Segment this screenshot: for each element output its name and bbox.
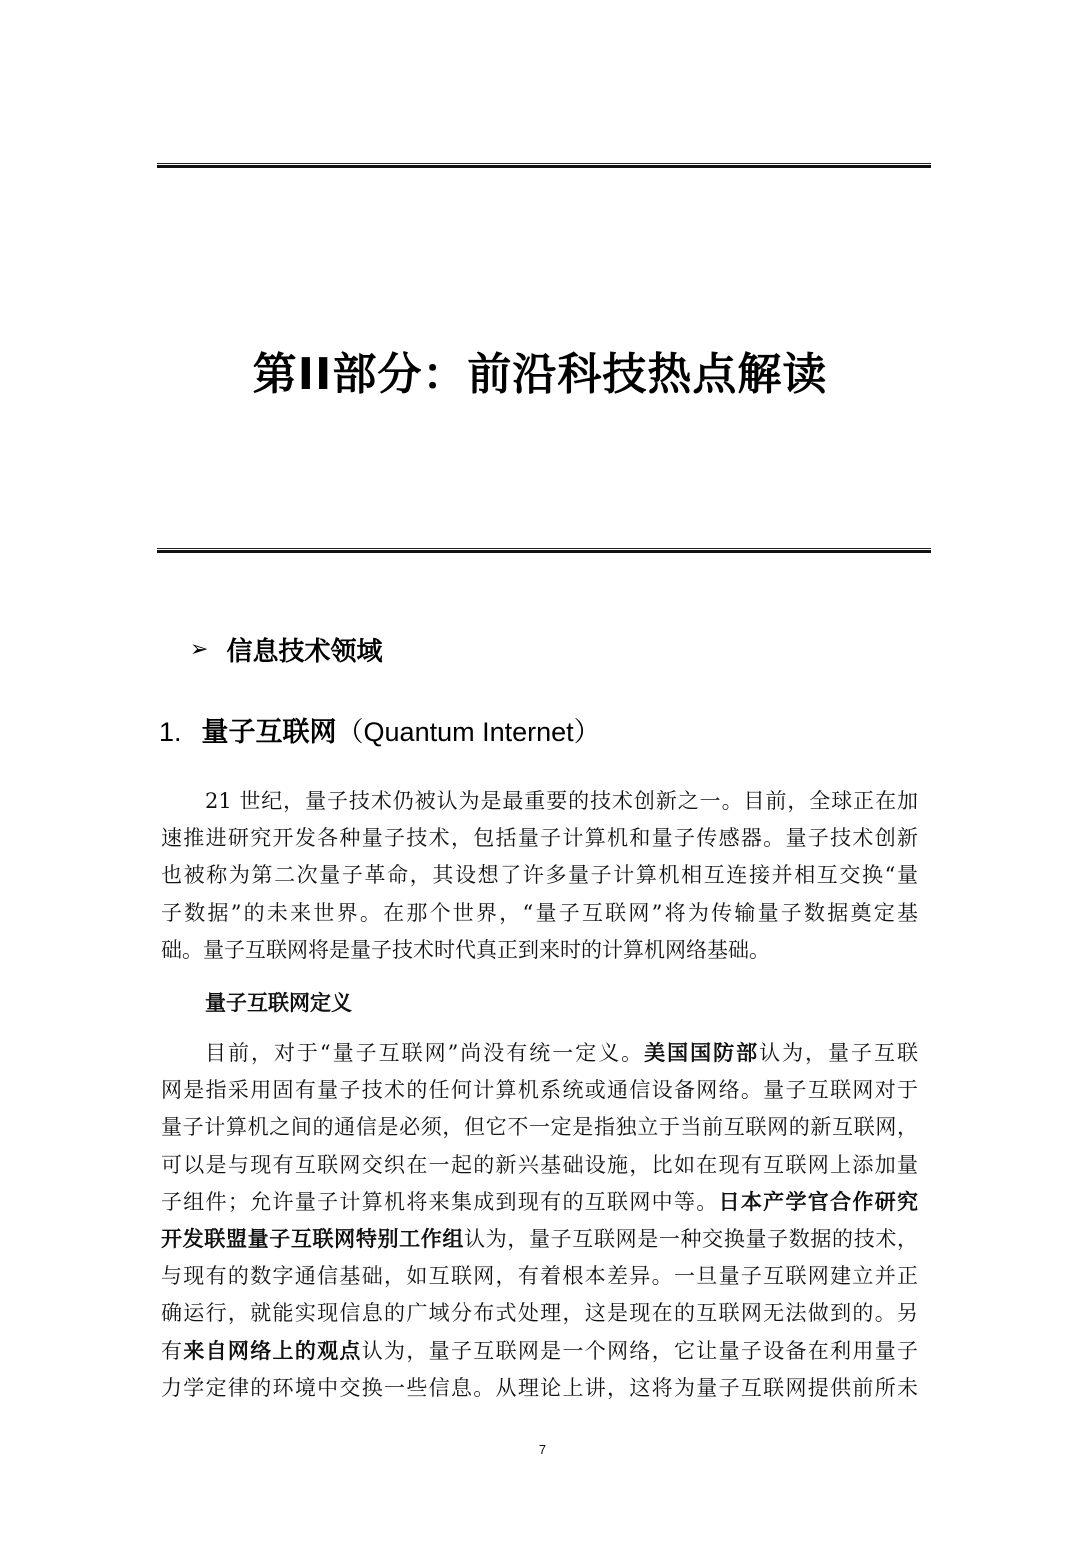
heading-title-en: （Quantum Internet） xyxy=(336,717,601,747)
heading-title-zh: 量子互联网 xyxy=(201,717,337,747)
text-line xyxy=(161,1295,918,1332)
text-line xyxy=(161,1147,918,1184)
text-line xyxy=(161,1221,918,1258)
text-line xyxy=(161,1258,918,1295)
text-segment: 力学定律的环境中交换一些信息。从理论上讲，这将为量子互联网提供前所未 xyxy=(161,1375,918,1400)
article-heading xyxy=(159,710,601,749)
section-heading-text: 信息技术领域 xyxy=(226,637,383,667)
text-segment: 速推进研究开发各种量子技术，包括量子计算机和量子传感器。量子技术创新 xyxy=(161,826,918,851)
text-line xyxy=(161,1109,918,1146)
text-segment: 与现有的数字通信基础，如互联网，有着根本差异。一旦量子互联网建立并正 xyxy=(161,1264,918,1289)
bold-text: 来自网络上的观点 xyxy=(183,1338,362,1363)
part-title: 第II部分：前沿科技热点解读 xyxy=(252,349,828,400)
text-segment: 有 xyxy=(161,1338,184,1363)
text-line xyxy=(161,783,918,820)
page-number: 7 xyxy=(538,1442,547,1457)
paragraph-definition xyxy=(161,1035,918,1407)
text-segment: 21 世纪，量子技术仍被认为是最重要的技术创新之一。目前，全球正在加 xyxy=(205,789,918,813)
heading-number: 1. xyxy=(159,717,182,747)
arrow-bullet-icon: ➢ xyxy=(190,637,209,662)
text-segment: 认为，量子互联网是一个网络，它让量子设备在利用量子 xyxy=(361,1338,919,1363)
text-segment: 认为，量子互联 xyxy=(759,1041,918,1065)
text-segment: 础。量子互联网将是量子技术时代真正到来时的计算机网络基础。 xyxy=(161,937,770,962)
text-segment: 目前，对于“量子互联网”尚没有统一定义。 xyxy=(205,1041,645,1065)
bold-text: 开发联盟量子互联网特别工作组 xyxy=(161,1226,465,1251)
bold-text: 日本产学官合作研究 xyxy=(718,1189,919,1214)
text-line xyxy=(161,1072,918,1109)
text-line xyxy=(161,895,918,932)
text-segment: 子组件；允许量子计算机将来集成到现有的互联网中等。 xyxy=(161,1189,719,1214)
text-segment: 可以是与现有互联网交织在一起的新兴基础设施，比如在现有互联网上添加量 xyxy=(161,1152,918,1177)
paragraph-intro xyxy=(161,783,918,969)
text-segment: 子数据”的未来世界。在那个世界，“量子互联网”将为传输量子数据奠定基 xyxy=(161,900,918,925)
bold-text: 美国国防部 xyxy=(644,1041,760,1065)
subheading-definition: 量子互联网定义 xyxy=(205,991,352,1015)
text-line xyxy=(161,932,918,969)
text-segment: 量子计算机之间的通信是必须，但它不一定是指独立于当前互联网的新互联网， xyxy=(161,1115,918,1140)
top-rule xyxy=(157,163,931,168)
bottom-rule xyxy=(157,548,931,553)
text-line xyxy=(161,1333,918,1370)
text-segment: 也被称为第二次量子革命，其设想了许多量子计算机相互连接并相互交换“量 xyxy=(161,863,918,888)
section-heading xyxy=(190,631,382,668)
text-line xyxy=(161,1370,918,1407)
text-line xyxy=(161,857,918,894)
text-segment: 确运行，就能实现信息的广域分布式处理，这是现在的互联网无法做到的。另 xyxy=(161,1301,918,1326)
text-line xyxy=(161,1184,918,1221)
text-line xyxy=(161,820,918,857)
text-segment: 网是指采用固有量子技术的任何计算机系统或通信设备网络。量子互联网对于 xyxy=(161,1078,918,1103)
text-segment: 认为，量子互联网是一种交换量子数据的技术， xyxy=(464,1226,919,1251)
text-line xyxy=(161,1035,918,1072)
